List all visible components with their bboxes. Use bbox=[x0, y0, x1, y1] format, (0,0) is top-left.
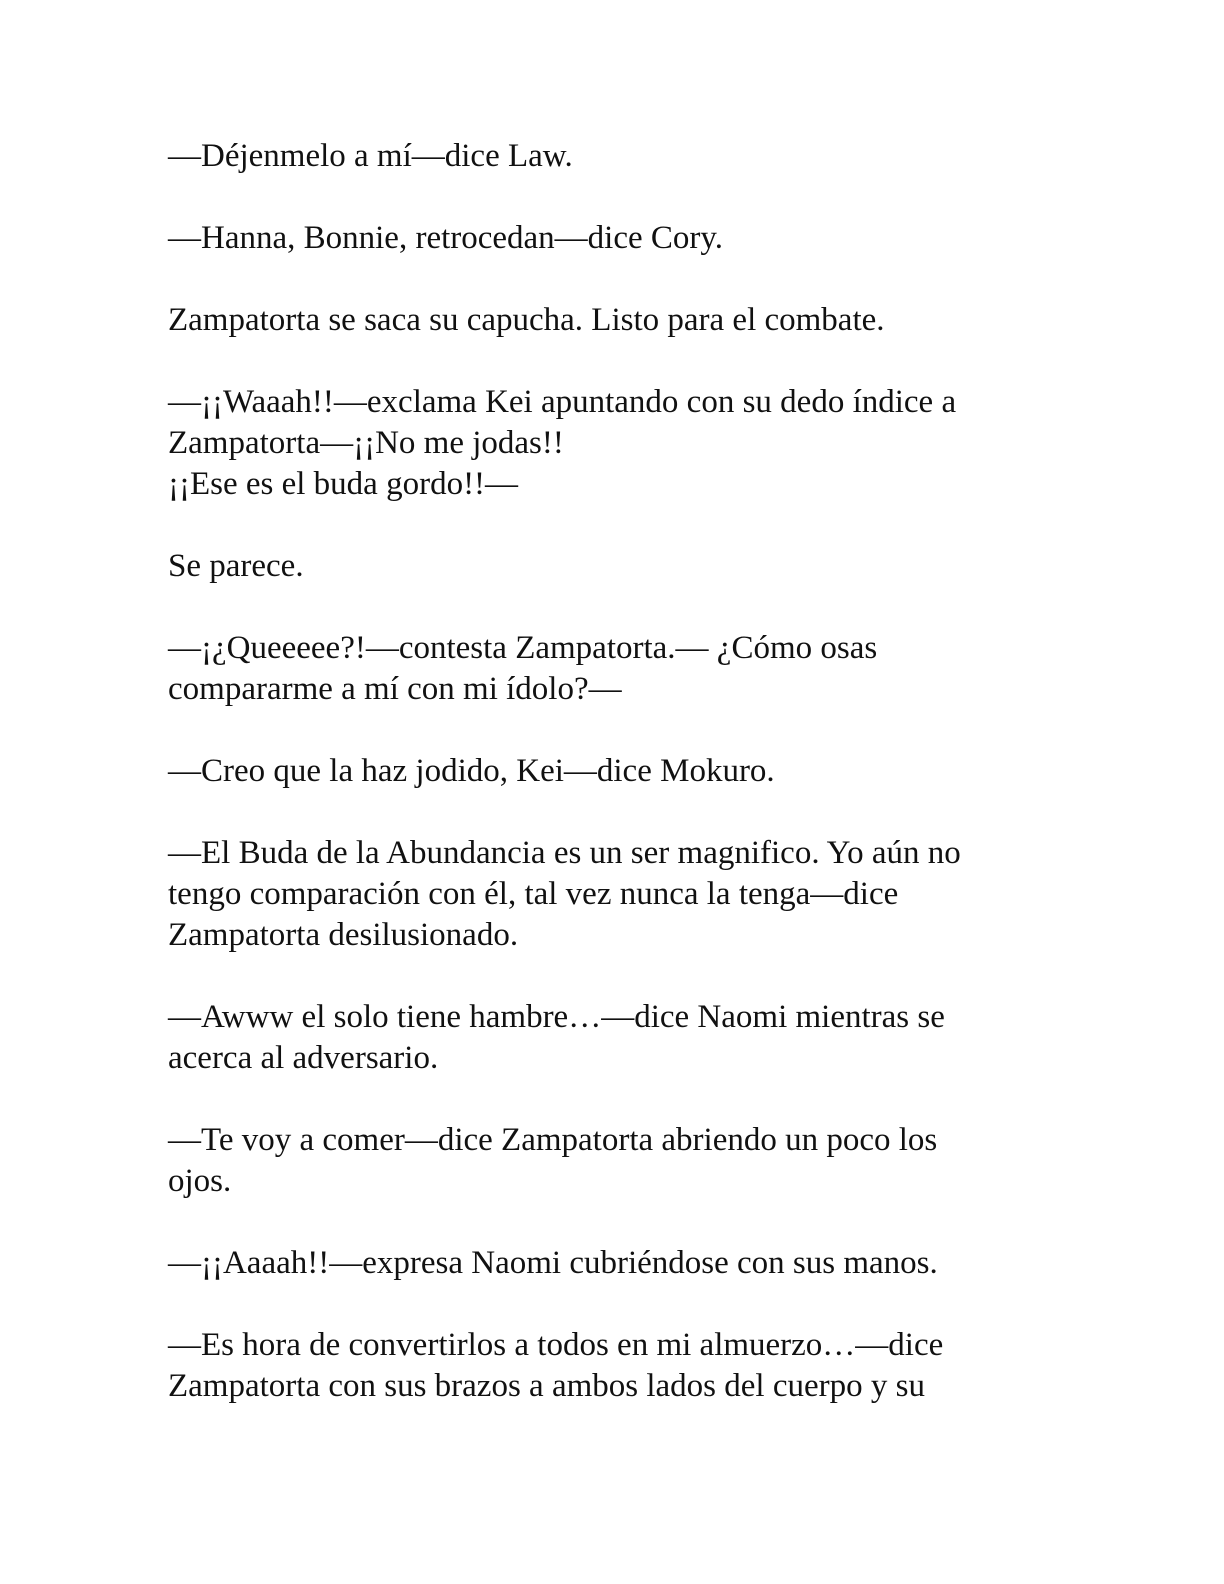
text-line: Zampatorta desilusionado. bbox=[168, 917, 519, 953]
paragraph-3 bbox=[168, 300, 1048, 341]
text-line: ¡¡Ese es el buda gordo!!— bbox=[168, 466, 519, 502]
text-line: —¡¿Queeeee?!—contesta Zampatorta.— ¿Cómo osas bbox=[168, 630, 878, 666]
text-line: Se parece. bbox=[168, 548, 304, 584]
text-line: acerca al adversario. bbox=[168, 1040, 439, 1076]
text-line: compararme a mí con mi ídolo?— bbox=[168, 671, 622, 707]
text-line: Zampatorta se saca su capucha. Listo para el combate. bbox=[168, 302, 885, 338]
text-line: —Awww el solo tiene hambre…—dice Naomi mientras se bbox=[168, 999, 945, 1035]
paragraph-5 bbox=[168, 546, 1048, 587]
text-line: —Te voy a comer—dice Zampatorta abriendo un poco los bbox=[168, 1122, 938, 1158]
text-line: —Déjenmelo a mí—dice Law. bbox=[168, 138, 573, 174]
text-line: Zampatorta—¡¡No me jodas!! bbox=[168, 425, 564, 461]
paragraph-8 bbox=[168, 833, 1048, 956]
paragraph-10 bbox=[168, 1120, 1048, 1202]
paragraph-11 bbox=[168, 1243, 1048, 1284]
paragraph-4 bbox=[168, 382, 1048, 505]
text-line: —Creo que la haz jodido, Kei—dice Mokuro. bbox=[168, 753, 775, 789]
text-line: —El Buda de la Abundancia es un ser magnifico. Yo aún no bbox=[168, 835, 961, 871]
text-line: ojos. bbox=[168, 1163, 232, 1199]
text-line: —Es hora de convertirlos a todos en mi almuerzo…—dice bbox=[168, 1327, 944, 1363]
paragraph-7 bbox=[168, 751, 1048, 792]
text-line: —¡¡Aaaah!!—expresa Naomi cubriéndose con sus manos. bbox=[168, 1245, 938, 1281]
text-line: Zampatorta con sus brazos a ambos lados del cuerpo y su bbox=[168, 1368, 925, 1404]
paragraph-2 bbox=[168, 218, 1048, 259]
paragraph-12 bbox=[168, 1325, 1048, 1407]
paragraph-9 bbox=[168, 997, 1048, 1079]
paragraph-1 bbox=[168, 136, 1048, 177]
document-page bbox=[168, 136, 1048, 1448]
text-line: —¡¡Waaah!!—exclama Kei apuntando con su dedo índice a bbox=[168, 384, 957, 420]
paragraph-6 bbox=[168, 628, 1048, 710]
text-line: —Hanna, Bonnie, retrocedan—dice Cory. bbox=[168, 220, 724, 256]
text-line: tengo comparación con él, tal vez nunca la tenga—dice bbox=[168, 876, 899, 912]
